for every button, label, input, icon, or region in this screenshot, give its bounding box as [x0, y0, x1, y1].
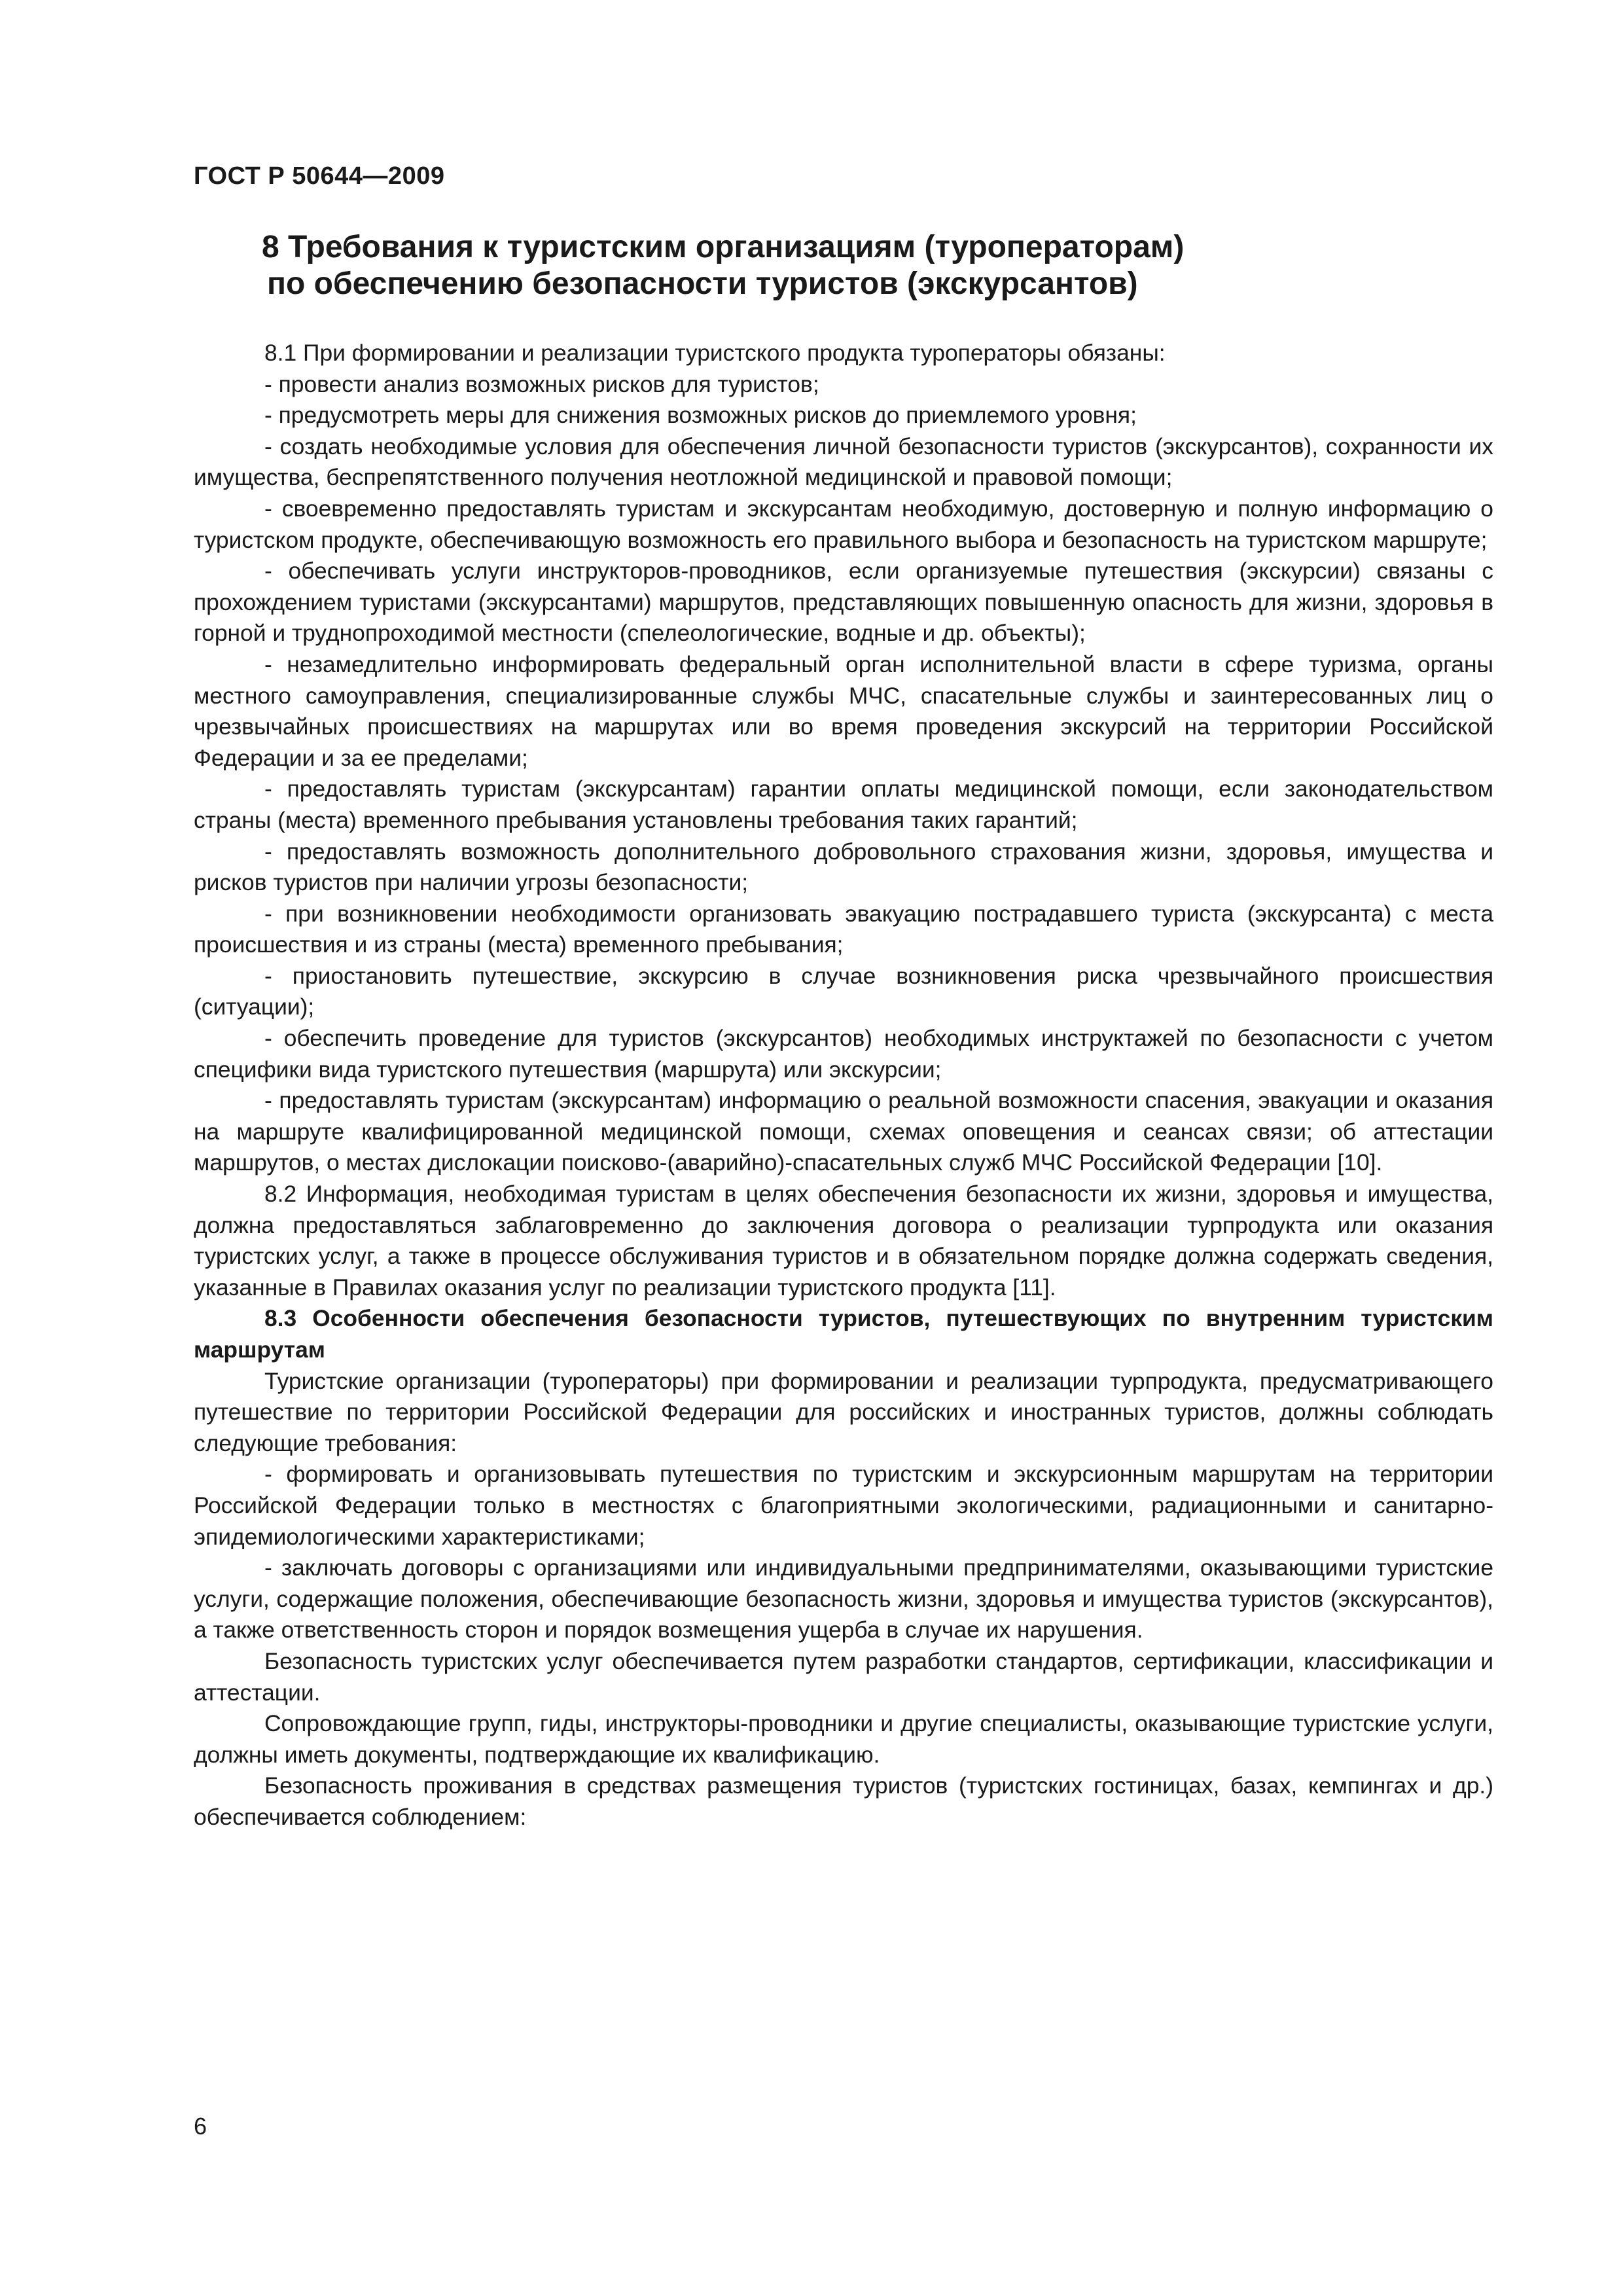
list-item: - провести анализ возможных рисков для туристов;: [264, 370, 819, 397]
paragraph: 8.1 При формировании и реализации туристского продукта туроператоры обязаны:: [264, 340, 1166, 366]
list-item: - обеспечивать услуги инструкторов-проводников, если организуемые путешествия (экскурсии) связаны с прохождением туристами (экскурсантами) маршрутов, представляющих повышенную опасность для жизни, здоровья в горной и труднопроходимой местности (спелеологические, водные и др. объекты);: [194, 558, 1493, 647]
list-item: - приостановить путешествие, экскурсию в случае возникновения риска чрезвычайного происшествия (ситуации);: [194, 962, 1493, 1020]
paragraph: Сопровождающие групп, гиды, инструкторы-проводники и другие специалисты, оказывающие туристские услуги, должны иметь документы, подтверждающие их квалификацию.: [194, 1710, 1493, 1768]
list-item: - предоставлять туристам (экскурсантам) гарантии оплаты медицинской помощи, если законодательством страны (места) временного пребывания установлены требования таких гарантий;: [194, 776, 1493, 833]
document-code: ГОСТ Р 50644—2009: [194, 162, 445, 190]
paragraph: Безопасность проживания в средствах размещения туристов (туристских гостиницах, базах, кемпингах и др.) обеспечивается соблюдением:: [194, 1772, 1493, 1830]
list-item: - предоставлять туристам (экскурсантам) информацию о реальной возможности спасения, эвакуации и оказания на маршруте квалифицированной медицинской помощи, схемах оповещения и сеансах связи; об аттестации маршрутов, о местах дислокации поисково-(аварийно)-спасательных служб МЧС Российской Федерации [10].: [194, 1087, 1493, 1176]
list-item: - формировать и организовывать путешествия по туристским и экскурсионным маршрутам на территории Российской Федерации только в местностях с благоприятными экологическими, радиационными и санитарно-эпидемиологическими характеристиками;: [194, 1461, 1493, 1550]
list-item: - обеспечить проведение для туристов (экскурсантов) необходимых инструктажей по безопасности с учетом специфики вида туристского путешествия (маршрута) или экскурсии;: [194, 1025, 1493, 1083]
list-item: - незамедлительно информировать федеральный орган исполнительной власти в сфере туризма, органы местного самоуправления, специализированные службы МЧС, спасательные службы и заинтересованных лиц о чрезвычайных происшествиях на маршрутах или во время проведения экскурсий на территории Российской Федерации и за ее пределами;: [194, 651, 1493, 771]
subsection-heading: 8.3 Особенности обеспечения безопасности туристов, путешествующих по внутренним туристским маршрутам: [194, 1305, 1493, 1363]
list-item: - своевременно предоставлять туристам и экскурсантам необходимую, достоверную и полную информацию о туристском продукте, обеспечивающую возможность его правильного выбора и безопасность на туристском маршруте;: [194, 495, 1493, 553]
list-item: - заключать договоры с организациями или индивидуальными предпринимателями, оказывающими туристские услуги, содержащие положения, обеспечивающие безопасность жизни, здоровья и имущества туристов (экскурсантов), а также ответственность сторон и порядок возмещения ущерба в случае их нарушения.: [194, 1554, 1493, 1643]
paragraph: Туристские организации (туроператоры) при формировании и реализации турпродукта, предусматривающего путешествие по территории Российской Федерации для российских и иностранных туристов, должны соблюдать следующие требования:: [194, 1367, 1493, 1456]
paragraph: 8.2 Информация, необходимая туристам в целях обеспечения безопасности их жизни, здоровья и имущества, должна предоставляться заблаговременно до заключения договора о реализации турпродукта или оказания туристских услуг, а также в процессе обслуживания туристов и в обязательном порядке должна содержать сведения, указанные в Правилах оказания услуг по реализации туристского продукта [11].: [194, 1181, 1493, 1300]
list-item: - предоставлять возможность дополнительного добровольного страхования жизни, здоровья, имущества и рисков туристов при наличии угрозы безопасности;: [194, 838, 1493, 896]
page-number: 6: [194, 2113, 207, 2140]
list-item: - предусмотреть меры для снижения возможных рисков до приемлемого уровня;: [264, 402, 1137, 429]
list-item: - создать необходимые условия для обеспечения личной безопасности туристов (экскурсантов), сохранности их имущества, беспрепятственного получения неотложной медицинской и правовой помощи;: [194, 433, 1493, 491]
section-title-line-2: по обеспечению безопасности туристов (экскурсантов): [267, 266, 1138, 301]
paragraph: Безопасность туристских услуг обеспечивается путем разработки стандартов, сертификации, классификации и аттестации.: [194, 1647, 1493, 1706]
document-body: [194, 338, 1493, 1833]
section-title: [262, 229, 1505, 302]
list-item: - при возникновении необходимости организовать эвакуацию пострадавшего туриста (экскурсанта) с места происшествия и из страны (места) временного пребывания;: [194, 900, 1493, 958]
section-title-line-1: 8 Требования к туристским организациям (туроператорам): [262, 230, 1185, 264]
